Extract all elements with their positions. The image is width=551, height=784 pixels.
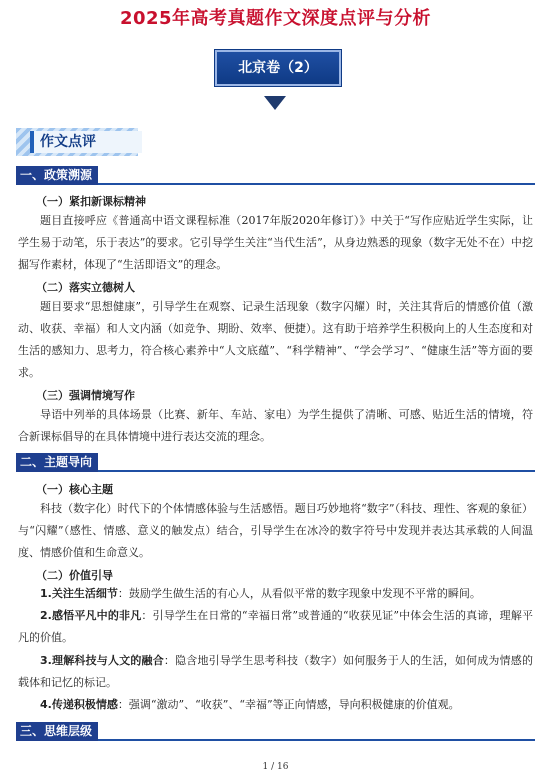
paragraph: 题目直接呼应《普通高中语文课程标准（2017年版2020年修订）》中关于“写作应贴近学生实际，让学生易于动笔，乐于表达”的要求。它引导学生关注“当代生活”，从身边熟悉的现象（数字无处不在）中挖掘写作素材，体现了“生活即语文”的理念。 [18, 214, 533, 271]
subheading: （二）价值引导 [36, 569, 113, 582]
section-heading-thinking [16, 720, 535, 741]
subheading: （一）紧扣新课标精神 [36, 195, 146, 208]
value-item-text: ：鼓励学生做生活的有心人，从看似平常的数字现象中发现不平常的瞬间。 [117, 587, 481, 600]
section-heading-policy [16, 164, 535, 185]
section-heading-label: 三、思维层级 [16, 722, 98, 741]
value-item-text: ：引导学生在日常的“幸福日常”或普通的“收获见证”中体会生活的真谛，理解平凡的价值。 [18, 609, 533, 644]
paragraph: 导语中列举的具体场景（比赛、新年、车站、家电）为学生提供了清晰、可感、贴近生活的情境，符合新课标倡导的在具体情境中进行表达交流的理念。 [18, 408, 533, 443]
paragraph: 题目要求“思想健康”，引导学生在观察、记录生活现象（数字闪耀）时，关注其背后的情感价值（激动、收获、幸福）和人文内涵（如竞争、期盼、效率、便捷）。这有助于培养学生积极向上的人生态度和对生活的感知力、思考力，符合核心素养中“人文底蕴”、“科学精神”、“学会学习”、“健康生活”等方面的要求。 [18, 300, 533, 379]
paper-tag: 北京卷（2） [215, 50, 341, 86]
subheading: （三）强调情境写作 [36, 389, 135, 402]
value-item-lead: 4.传递积极情感 [40, 698, 118, 711]
value-item [18, 650, 533, 694]
document-title: 2025年高考真题作文深度点评与分析 [119, 8, 432, 29]
section-heading-label: 二、主题导向 [16, 453, 98, 472]
value-item-text: ：隐含地引导学生思考科技（数字）如何服务于人的生活，如何成为情感的载体和记忆的标记。 [18, 654, 533, 689]
banner-label: 作文点评 [40, 134, 96, 150]
down-arrow-icon [264, 96, 286, 110]
value-item-lead: 3.理解科技与人文的融合 [40, 654, 164, 667]
section-banner [16, 128, 138, 156]
value-item [18, 583, 533, 605]
page-number: 1 / 16 [262, 762, 289, 772]
section-heading-label: 一、政策溯源 [16, 166, 98, 185]
value-item-lead: 2.感悟平凡中的非凡 [40, 609, 142, 622]
value-item [18, 694, 533, 716]
value-item-lead: 1.关注生活细节 [40, 587, 118, 600]
subheading: （二）落实立德树人 [36, 281, 135, 294]
section-heading-theme [16, 451, 535, 472]
value-item-text: ：强调“激动”、“收获”、“幸福”等正向情感，导向积极健康的价值观。 [117, 698, 460, 711]
value-item [18, 605, 533, 649]
subheading: （一）核心主题 [36, 483, 113, 496]
paragraph: 科技（数字化）时代下的个体情感体验与生活感悟。题目巧妙地将“数字”（科技、理性、客观的象征）与“闪耀”（感性、情感、意义的触发点）结合，引导学生在冰冷的数字符号中发现并表达其承载的人间温度、情感价值和生命意义。 [18, 502, 533, 559]
